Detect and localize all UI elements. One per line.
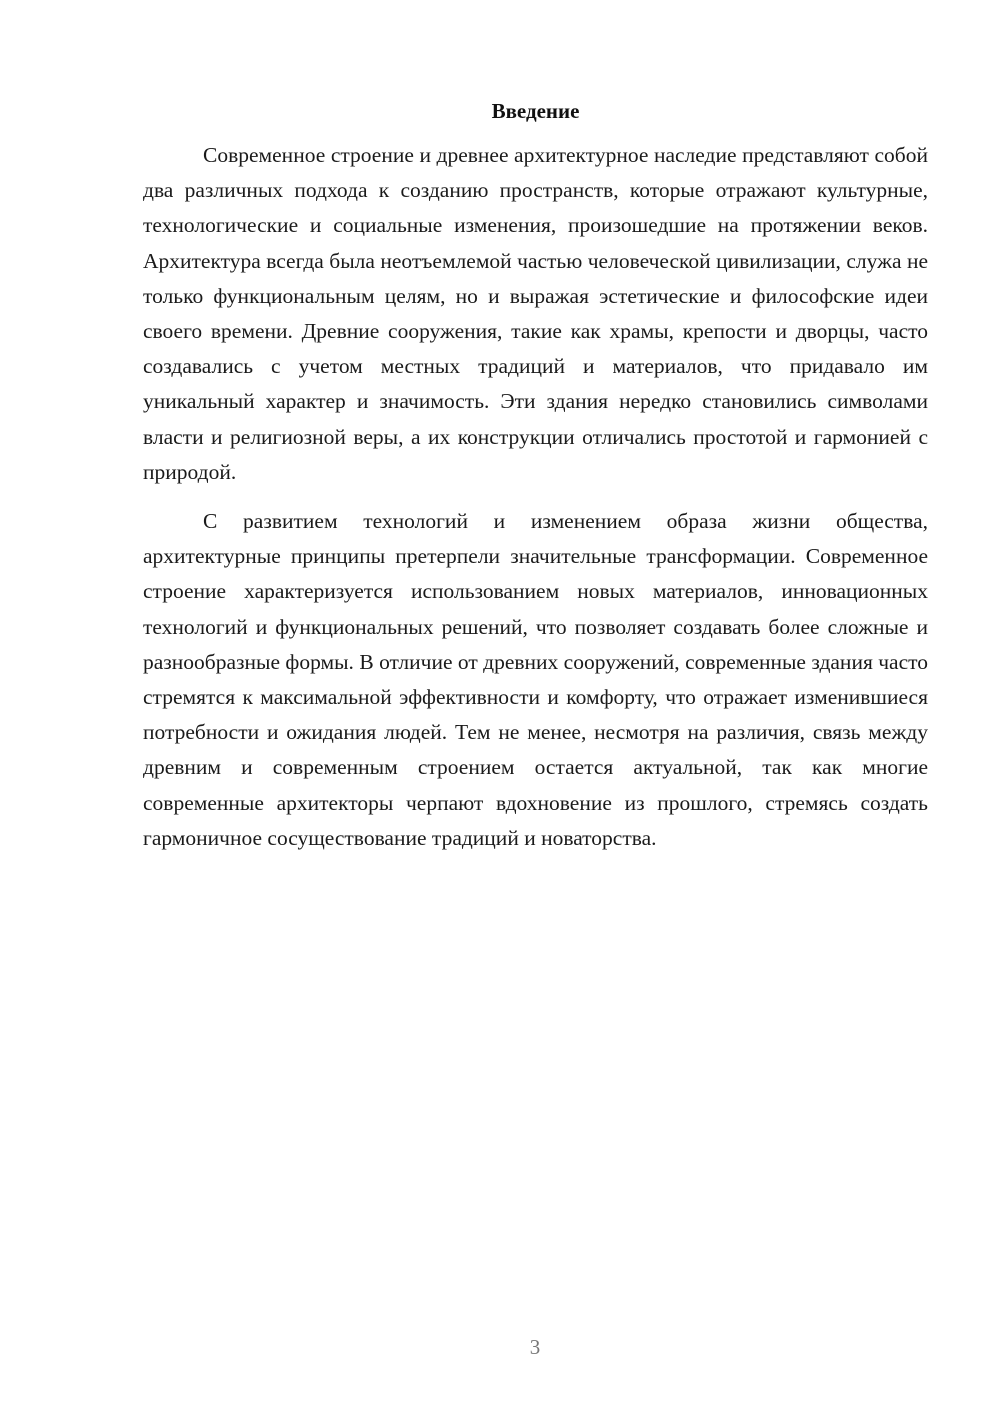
page-number: 3: [529, 1335, 541, 1359]
page-content: [143, 94, 928, 856]
section-heading: Введение: [491, 99, 580, 123]
paragraph-2: С развитием технологий и изменением образа жизни общества, архитектурные принципы претерпели значительные трансформации. Современное строение характеризуется использованием новых материалов, инновационных технологий и функциональных решений, что позволяет создавать более сложные и разнообразные формы. В отличие от древних сооружений, современные здания часто стремятся к максимальной эффективности и комфорту, что отражает изменившиеся потребности и ожидания людей. Тем не менее, несмотря на различия, связь между древним и современным строением остается актуальной, так как многие современные архитекторы черпают вдохновение из прошлого, стремясь создать гармоничное сосуществование традиций и новаторства.: [143, 509, 928, 850]
paragraph-1: Современное строение и древнее архитектурное наследие представляют собой два различных подхода к созданию пространств, которые отражают культурные, технологические и социальные изменения, произошедшие на протяжении веков. Архитектура всегда была неотъемлемой частью человеческой цивилизации, служа не только функциональным целям, но и выражая эстетические и философские идеи своего времени. Древние сооружения, такие как храмы, крепости и дворцы, часто создавались с учетом местных традиций и материалов, что придавало им уникальный характер и значимость. Эти здания нередко становились символами власти и религиозной веры, а их конструкции отличались простотой и гармонией с природой.: [143, 143, 928, 484]
